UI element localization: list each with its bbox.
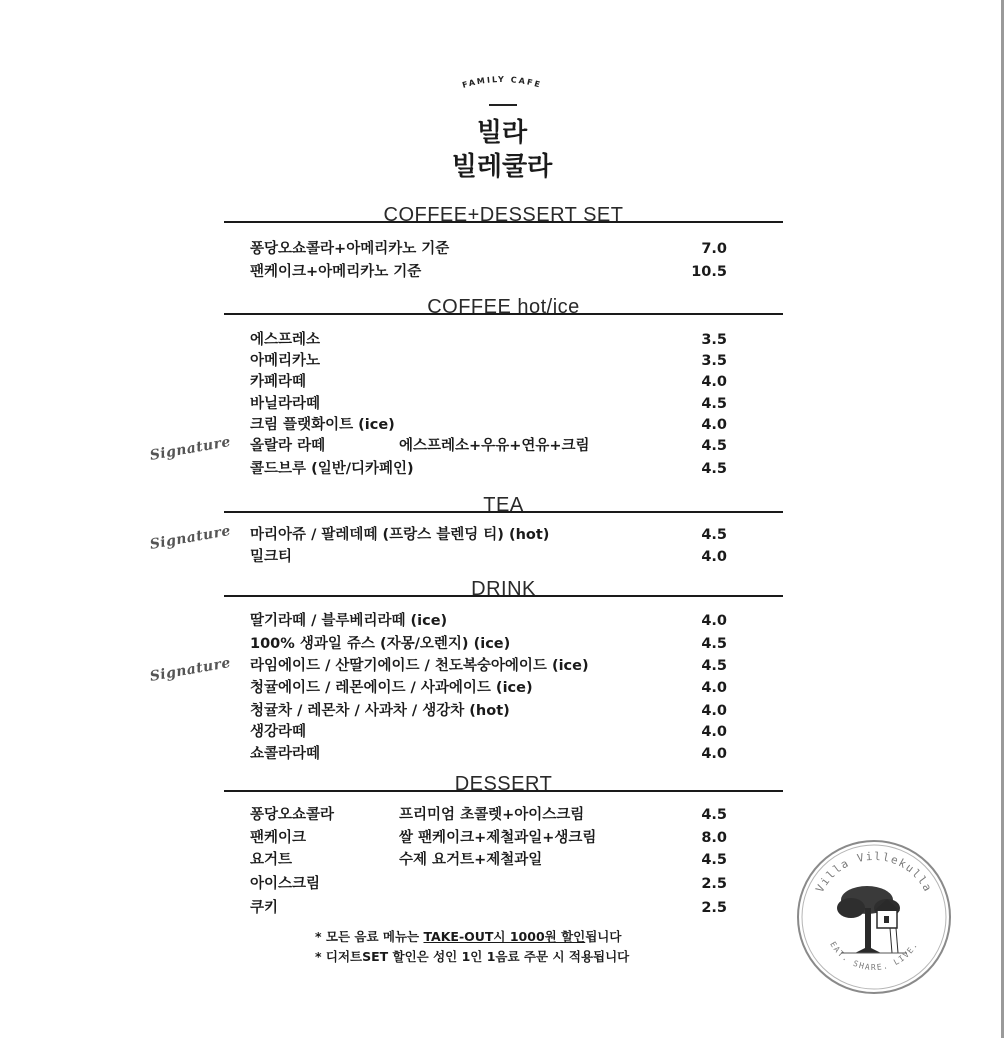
item-name: 팬케이크 xyxy=(250,830,307,846)
menu-item xyxy=(250,897,730,919)
cafe-title-line1: 빌라 xyxy=(476,118,528,148)
item-price: 4.5 xyxy=(701,807,727,823)
item-name: 에스프레소 xyxy=(250,332,321,348)
menu-item xyxy=(250,849,730,871)
menu-item xyxy=(250,458,730,480)
section-title: DESSERT xyxy=(454,774,553,790)
item-name: 100% 생과일 쥬스 (자몽/오렌지) (ice) xyxy=(250,636,511,652)
section-rule xyxy=(224,595,783,597)
section-title: COFFEE+DESSERT SET xyxy=(383,205,624,221)
section-title: DRINK xyxy=(471,579,536,595)
item-name: 청귤에이드 / 레몬에이드 / 사과에이드 (ice) xyxy=(250,680,533,696)
item-name: 아이스크림 xyxy=(250,876,321,892)
item-price: 4.0 xyxy=(701,613,727,629)
family-cafe-kicker xyxy=(0,70,1004,92)
family-cafe-arc xyxy=(447,70,557,92)
menu-item xyxy=(250,804,730,826)
item-price: 4.0 xyxy=(701,417,727,433)
section-title: COFFEE hot/ice xyxy=(427,297,580,313)
item-name: 바닐라라떼 xyxy=(250,396,321,412)
section-coffee-header xyxy=(224,297,783,315)
item-price: 4.0 xyxy=(701,374,727,390)
menu-item xyxy=(250,677,730,699)
dessert-set-note: * 디저트SET 할인은 성인 1인 1음료 주문 시 적용됩니다 xyxy=(315,949,630,964)
item-price: 4.0 xyxy=(701,680,727,696)
item-name: 크림 플랫화이트 (ice) xyxy=(250,417,395,433)
title-divider xyxy=(489,104,517,106)
menu-item xyxy=(250,827,730,849)
item-price: 2.5 xyxy=(701,900,727,916)
item-name: 퐁당오쇼콜라 xyxy=(250,807,335,823)
item-name: 생강라떼 xyxy=(250,724,307,740)
menu-item xyxy=(250,546,730,568)
stamp-bottom-text: EAT. SHARE. LIVE. xyxy=(828,940,920,973)
item-price: 8.0 xyxy=(701,830,727,846)
item-price: 4.0 xyxy=(701,703,727,719)
menu-item xyxy=(250,524,730,546)
section-rule xyxy=(224,221,783,223)
item-name: 청귤차 / 레몬차 / 사과차 / 생강차 (hot) xyxy=(250,703,510,719)
item-price: 4.5 xyxy=(701,461,727,477)
item-description: 프리미엄 초콜렛+아이스크림 xyxy=(399,807,585,823)
section-drink-header xyxy=(224,579,783,597)
item-name: 딸기라떼 / 블루베리라떼 (ice) xyxy=(250,613,448,629)
section-rule xyxy=(224,313,783,315)
section-dessert-header xyxy=(224,774,783,792)
menu-item xyxy=(250,414,730,436)
item-price: 4.0 xyxy=(701,746,727,762)
svg-text:FAMILY CAFE xyxy=(461,75,543,90)
item-name: 밀크티 xyxy=(250,549,293,565)
section-rule xyxy=(224,790,783,792)
item-name: 라임에이드 / 산딸기에이드 / 천도복숭아에이드 (ice) xyxy=(250,658,589,674)
item-price: 4.5 xyxy=(701,658,727,674)
menu-item xyxy=(250,873,730,895)
signature-mark: Signature xyxy=(148,654,233,685)
item-price: 4.5 xyxy=(701,527,727,543)
menu-item xyxy=(250,329,730,351)
menu-item xyxy=(250,371,730,393)
section-rule xyxy=(224,511,783,513)
note-prefix: * 모든 음료 메뉴는 xyxy=(315,929,424,944)
stamp-top-text: Villa Villekulla xyxy=(813,849,935,895)
item-name: 팬케이크+아메리카노 기준 xyxy=(250,264,422,280)
item-name: 아메리카노 xyxy=(250,353,321,369)
item-description: 에스프레소+우유+연유+크림 xyxy=(399,438,590,454)
item-name: 마리아쥬 / 팔레데떼 (프랑스 블렌딩 티) (hot) xyxy=(250,527,550,543)
item-price: 4.5 xyxy=(701,396,727,412)
menu-item xyxy=(250,350,730,372)
item-name: 콜드브루 (일반/디카페인) xyxy=(250,461,414,477)
menu-item xyxy=(250,261,730,283)
menu-item xyxy=(250,743,730,765)
menu-item xyxy=(250,393,730,415)
cafe-title-line2: 빌레쿨라 xyxy=(451,152,553,182)
menu-item xyxy=(250,700,730,722)
menu-item xyxy=(250,238,730,260)
section-title: TEA xyxy=(483,495,524,511)
item-name: 쇼콜라라떼 xyxy=(250,746,321,762)
item-name: 요거트 xyxy=(250,852,293,868)
menu-item xyxy=(250,721,730,743)
signature-mark: Signature xyxy=(148,433,233,464)
item-name: 카페라떼 xyxy=(250,374,307,390)
menu-item xyxy=(250,610,730,632)
item-price: 4.5 xyxy=(701,636,727,652)
item-price: 7.0 xyxy=(701,241,727,257)
item-description: 수제 요거트+제철과일 xyxy=(399,852,543,868)
item-price: 4.5 xyxy=(701,438,727,454)
signature-mark: Signature xyxy=(148,522,233,553)
item-price: 4.0 xyxy=(701,549,727,565)
svg-text:EAT. SHARE. LIVE. xyxy=(828,940,920,972)
item-price: 3.5 xyxy=(701,353,727,369)
item-price: 10.5 xyxy=(691,264,727,280)
item-name: 퐁당오쇼콜라+아메리카노 기준 xyxy=(250,241,450,257)
item-price: 4.0 xyxy=(701,724,727,740)
takeout-note xyxy=(315,928,621,946)
item-name: 올랄라 라떼 xyxy=(250,438,326,454)
note-suffix: 됩니다 xyxy=(585,929,622,944)
item-description: 쌀 팬케이크+제철과일+생크림 xyxy=(399,830,597,846)
item-price: 3.5 xyxy=(701,332,727,348)
menu-item xyxy=(250,435,730,457)
family-cafe-text: FAMILY CAFE xyxy=(461,74,543,90)
item-price: 2.5 xyxy=(701,876,727,892)
menu-item xyxy=(250,655,730,677)
item-name: 쿠키 xyxy=(250,900,279,916)
item-price: 4.5 xyxy=(701,852,727,868)
note-discount: TAKE-OUT시 1000원 할인 xyxy=(423,929,586,944)
section-set-header xyxy=(224,205,783,223)
menu-item xyxy=(250,633,730,655)
villa-villekulla-stamp xyxy=(795,838,953,996)
tree-house-icon xyxy=(837,886,907,953)
section-tea-header xyxy=(224,495,783,513)
